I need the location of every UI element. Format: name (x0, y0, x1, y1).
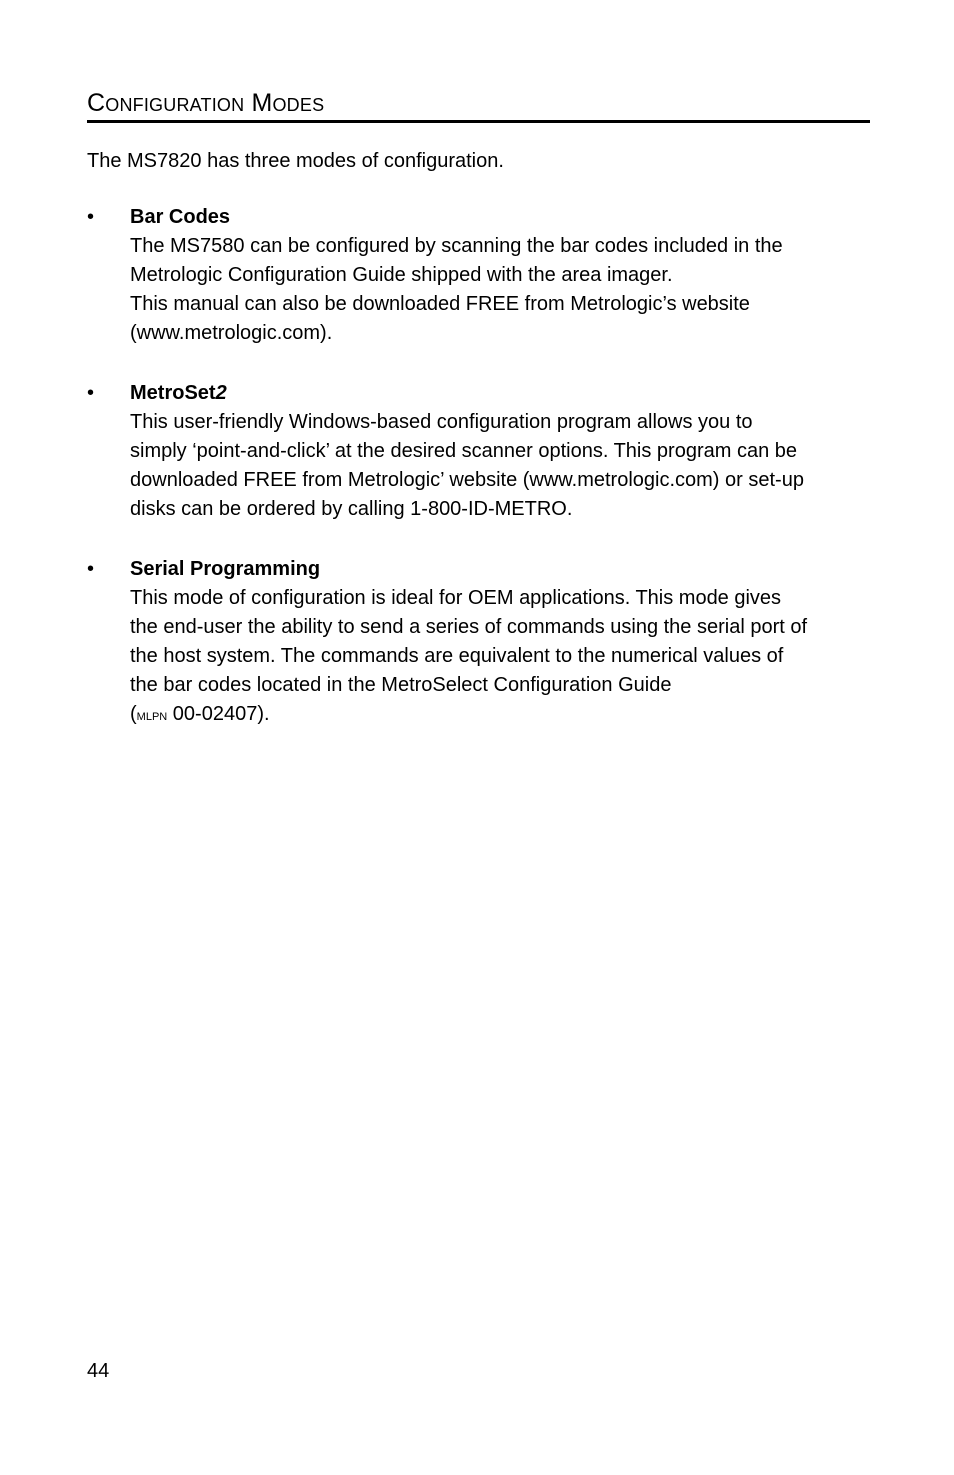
intro-text: The MS7820 has three modes of configuration. (87, 150, 504, 172)
list-item-metroset2 (87, 379, 870, 524)
mode-body-serial-programming (130, 584, 870, 730)
mode-title-main: MetroSet (130, 382, 216, 404)
mode-title-suffix: 2 (215, 382, 227, 404)
mode-body-bar-codes (130, 232, 870, 348)
list-item-bar-codes (87, 203, 870, 348)
body-line-open: ( (130, 703, 137, 725)
configuration-modes-list (87, 203, 870, 761)
body-line: This mode of configuration is ideal for OEM applications. This mode gives (130, 587, 782, 609)
section-title: Configuration Modes (87, 88, 870, 123)
list-item-serial-programming (87, 555, 870, 730)
page-number: 44 (87, 1360, 110, 1382)
mode-title-metroset2 (130, 379, 870, 408)
body-line: This user-friendly Windows-based configuration program allows you to (130, 411, 753, 433)
body-line: simply ‘point-and-click’ at the desired scanner options. This program can be (130, 440, 797, 462)
body-line: This manual can also be downloaded FREE from Metrologic’s website (130, 293, 750, 315)
part-number-abbr: mlpn (136, 707, 168, 724)
body-line: Metrologic Configuration Guide shipped with the area imager. (130, 264, 673, 286)
body-line: (www.metrologic.com). (130, 322, 333, 344)
body-line: the bar codes located in the MetroSelect Configuration Guide (130, 674, 672, 696)
part-number-value: 00-02407). (167, 703, 270, 725)
mode-title-serial-programming: Serial Programming (130, 558, 321, 580)
bullet-icon: • (87, 558, 95, 580)
bullet-icon: • (87, 206, 95, 228)
body-line: the end-user the ability to send a series of commands using the serial port of (130, 616, 808, 638)
body-line: The MS7580 can be configured by scanning the bar codes included in the (130, 235, 783, 257)
body-line: the host system. The commands are equivalent to the numerical values of (130, 645, 784, 667)
mode-title-bar-codes: Bar Codes (130, 206, 231, 228)
bullet-icon: • (87, 382, 95, 404)
body-line: disks can be ordered by calling 1-800-ID-METRO. (130, 498, 573, 520)
body-line: downloaded FREE from Metrologic’ website (www.metrologic.com) or set-up (130, 469, 804, 491)
mode-body-metroset2 (130, 408, 870, 524)
